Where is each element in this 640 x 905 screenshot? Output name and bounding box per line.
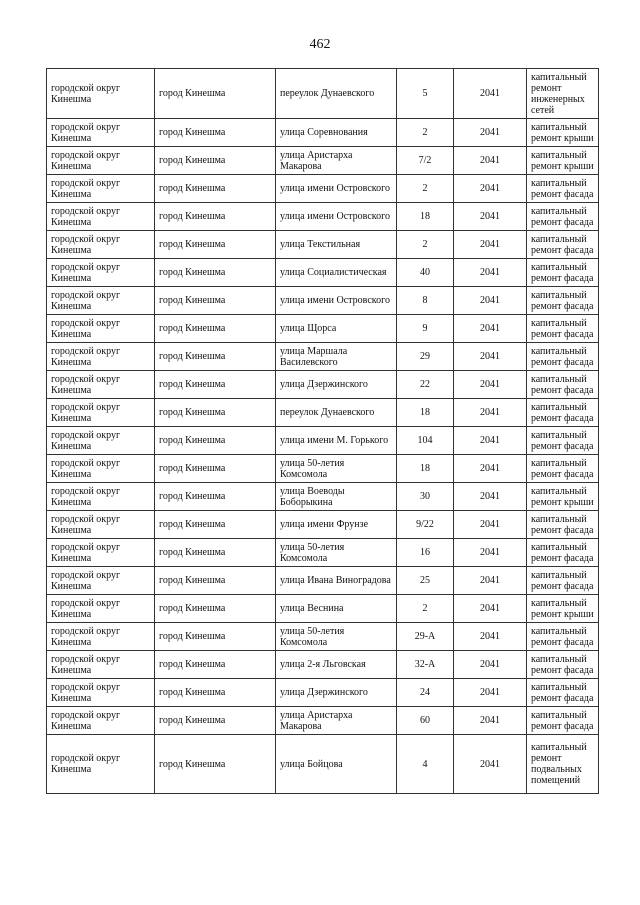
year-cell: 2041 bbox=[454, 371, 527, 399]
city-cell: город Кинешма bbox=[155, 427, 276, 455]
work-type-cell: капитальный ремонт фасада bbox=[527, 427, 599, 455]
city-cell: город Кинешма bbox=[155, 567, 276, 595]
table-row bbox=[47, 623, 599, 651]
house-cell: 2 bbox=[397, 119, 454, 147]
city-cell: город Кинешма bbox=[155, 371, 276, 399]
work-type-cell: капитальный ремонт фасада bbox=[527, 399, 599, 427]
year-cell: 2041 bbox=[454, 567, 527, 595]
table-row bbox=[47, 679, 599, 707]
street-cell: улица имени Островского bbox=[276, 175, 397, 203]
street-cell: улица Дзержинского bbox=[276, 679, 397, 707]
city-cell: город Кинешма bbox=[155, 175, 276, 203]
district-cell: городской округ Кинешма bbox=[47, 735, 155, 794]
house-cell: 29-А bbox=[397, 623, 454, 651]
city-cell: город Кинешма bbox=[155, 679, 276, 707]
work-type-cell: капитальный ремонт фасада bbox=[527, 343, 599, 371]
table-row bbox=[47, 707, 599, 735]
table-row bbox=[47, 175, 599, 203]
house-cell: 32-А bbox=[397, 651, 454, 679]
house-cell: 60 bbox=[397, 707, 454, 735]
city-cell: город Кинешма bbox=[155, 231, 276, 259]
district-cell: городской округ Кинешма bbox=[47, 203, 155, 231]
house-cell: 30 bbox=[397, 483, 454, 511]
district-cell: городской округ Кинешма bbox=[47, 147, 155, 175]
house-cell: 18 bbox=[397, 455, 454, 483]
house-cell: 2 bbox=[397, 231, 454, 259]
house-cell: 5 bbox=[397, 69, 454, 119]
table-row bbox=[47, 69, 599, 119]
table-row bbox=[47, 483, 599, 511]
street-cell: улица Соревнования bbox=[276, 119, 397, 147]
district-cell: городской округ Кинешма bbox=[47, 343, 155, 371]
district-cell: городской округ Кинешма bbox=[47, 679, 155, 707]
street-cell: улица Аристарха Макарова bbox=[276, 707, 397, 735]
city-cell: город Кинешма bbox=[155, 147, 276, 175]
year-cell: 2041 bbox=[454, 455, 527, 483]
street-cell: улица Текстильная bbox=[276, 231, 397, 259]
district-cell: городской округ Кинешма bbox=[47, 595, 155, 623]
table-row bbox=[47, 343, 599, 371]
street-cell: улица Воеводы Боборыкина bbox=[276, 483, 397, 511]
work-type-cell: капитальный ремонт крыши bbox=[527, 147, 599, 175]
house-cell: 16 bbox=[397, 539, 454, 567]
street-cell: улица имени Фрунзе bbox=[276, 511, 397, 539]
street-cell: улица Бойцова bbox=[276, 735, 397, 794]
year-cell: 2041 bbox=[454, 231, 527, 259]
house-cell: 29 bbox=[397, 343, 454, 371]
district-cell: городской округ Кинешма bbox=[47, 371, 155, 399]
city-cell: город Кинешма bbox=[155, 399, 276, 427]
work-type-cell: капитальный ремонт фасада bbox=[527, 315, 599, 343]
street-cell: улица Аристарха Макарова bbox=[276, 147, 397, 175]
year-cell: 2041 bbox=[454, 287, 527, 315]
table-row bbox=[47, 567, 599, 595]
district-cell: городской округ Кинешма bbox=[47, 315, 155, 343]
year-cell: 2041 bbox=[454, 735, 527, 794]
city-cell: город Кинешма bbox=[155, 735, 276, 794]
district-cell: городской округ Кинешма bbox=[47, 175, 155, 203]
city-cell: город Кинешма bbox=[155, 595, 276, 623]
street-cell: улица Щорса bbox=[276, 315, 397, 343]
year-cell: 2041 bbox=[454, 315, 527, 343]
city-cell: город Кинешма bbox=[155, 511, 276, 539]
house-cell: 8 bbox=[397, 287, 454, 315]
house-cell: 18 bbox=[397, 203, 454, 231]
work-type-cell: капитальный ремонт фасада bbox=[527, 511, 599, 539]
table-row bbox=[47, 511, 599, 539]
year-cell: 2041 bbox=[454, 203, 527, 231]
street-cell: переулок Дунаевского bbox=[276, 69, 397, 119]
city-cell: город Кинешма bbox=[155, 287, 276, 315]
year-cell: 2041 bbox=[454, 595, 527, 623]
city-cell: город Кинешма bbox=[155, 651, 276, 679]
work-type-cell: капитальный ремонт фасада bbox=[527, 539, 599, 567]
district-cell: городской округ Кинешма bbox=[47, 455, 155, 483]
district-cell: городской округ Кинешма bbox=[47, 427, 155, 455]
work-type-cell: капитальный ремонт фасада bbox=[527, 567, 599, 595]
year-cell: 2041 bbox=[454, 343, 527, 371]
street-cell: улица 2-я Льговская bbox=[276, 651, 397, 679]
year-cell: 2041 bbox=[454, 483, 527, 511]
table-row bbox=[47, 371, 599, 399]
work-type-cell: капитальный ремонт фасада bbox=[527, 231, 599, 259]
house-cell: 9/22 bbox=[397, 511, 454, 539]
work-type-cell: капитальный ремонт фасада bbox=[527, 287, 599, 315]
district-cell: городской округ Кинешма bbox=[47, 259, 155, 287]
street-cell: улица 50-летия Комсомола bbox=[276, 539, 397, 567]
street-cell: улица Дзержинского bbox=[276, 371, 397, 399]
year-cell: 2041 bbox=[454, 259, 527, 287]
city-cell: город Кинешма bbox=[155, 119, 276, 147]
year-cell: 2041 bbox=[454, 399, 527, 427]
street-cell: улица Ивана Виноградова bbox=[276, 567, 397, 595]
city-cell: город Кинешма bbox=[155, 623, 276, 651]
table-row bbox=[47, 427, 599, 455]
street-cell: улица Социалистическая bbox=[276, 259, 397, 287]
city-cell: город Кинешма bbox=[155, 483, 276, 511]
year-cell: 2041 bbox=[454, 69, 527, 119]
house-cell: 9 bbox=[397, 315, 454, 343]
house-cell: 7/2 bbox=[397, 147, 454, 175]
year-cell: 2041 bbox=[454, 623, 527, 651]
district-cell: городской округ Кинешма bbox=[47, 511, 155, 539]
year-cell: 2041 bbox=[454, 511, 527, 539]
work-type-cell: капитальный ремонт фасада bbox=[527, 707, 599, 735]
work-type-cell: капитальный ремонт фасада bbox=[527, 455, 599, 483]
table-row bbox=[47, 203, 599, 231]
year-cell: 2041 bbox=[454, 147, 527, 175]
year-cell: 2041 bbox=[454, 679, 527, 707]
house-cell: 2 bbox=[397, 175, 454, 203]
city-cell: город Кинешма bbox=[155, 539, 276, 567]
district-cell: городской округ Кинешма bbox=[47, 119, 155, 147]
registry-table bbox=[46, 68, 599, 794]
table-row bbox=[47, 231, 599, 259]
year-cell: 2041 bbox=[454, 707, 527, 735]
street-cell: улица Маршала Василевского bbox=[276, 343, 397, 371]
district-cell: городской округ Кинешма bbox=[47, 567, 155, 595]
street-cell: улица Веснина bbox=[276, 595, 397, 623]
table-row bbox=[47, 147, 599, 175]
district-cell: городской округ Кинешма bbox=[47, 623, 155, 651]
table-row bbox=[47, 287, 599, 315]
district-cell: городской округ Кинешма bbox=[47, 399, 155, 427]
house-cell: 2 bbox=[397, 595, 454, 623]
year-cell: 2041 bbox=[454, 651, 527, 679]
work-type-cell: капитальный ремонт фасада bbox=[527, 259, 599, 287]
house-cell: 24 bbox=[397, 679, 454, 707]
district-cell: городской округ Кинешма bbox=[47, 483, 155, 511]
work-type-cell: капитальный ремонт фасада bbox=[527, 371, 599, 399]
table-row bbox=[47, 119, 599, 147]
house-cell: 4 bbox=[397, 735, 454, 794]
table-row bbox=[47, 595, 599, 623]
district-cell: городской округ Кинешма bbox=[47, 69, 155, 119]
street-cell: переулок Дунаевского bbox=[276, 399, 397, 427]
work-type-cell: капитальный ремонт фасада bbox=[527, 623, 599, 651]
table-row bbox=[47, 455, 599, 483]
work-type-cell: капитальный ремонт фасада bbox=[527, 175, 599, 203]
city-cell: город Кинешма bbox=[155, 455, 276, 483]
table-row bbox=[47, 651, 599, 679]
table-row bbox=[47, 399, 599, 427]
work-type-cell: капитальный ремонт крыши bbox=[527, 595, 599, 623]
house-cell: 40 bbox=[397, 259, 454, 287]
year-cell: 2041 bbox=[454, 427, 527, 455]
year-cell: 2041 bbox=[454, 119, 527, 147]
district-cell: городской округ Кинешма bbox=[47, 287, 155, 315]
house-cell: 25 bbox=[397, 567, 454, 595]
city-cell: город Кинешма bbox=[155, 707, 276, 735]
table-row bbox=[47, 315, 599, 343]
work-type-cell: капитальный ремонт фасада bbox=[527, 203, 599, 231]
district-cell: городской округ Кинешма bbox=[47, 707, 155, 735]
house-cell: 22 bbox=[397, 371, 454, 399]
street-cell: улица 50-летия Комсомола bbox=[276, 455, 397, 483]
page-number: 462 bbox=[309, 37, 331, 52]
work-type-cell: капитальный ремонт крыши bbox=[527, 483, 599, 511]
table-row bbox=[47, 259, 599, 287]
district-cell: городской округ Кинешма bbox=[47, 651, 155, 679]
year-cell: 2041 bbox=[454, 539, 527, 567]
district-cell: городской округ Кинешма bbox=[47, 539, 155, 567]
year-cell: 2041 bbox=[454, 175, 527, 203]
work-type-cell: капитальный ремонт инженерных сетей bbox=[527, 69, 599, 119]
street-cell: улица 50-летия Комсомола bbox=[276, 623, 397, 651]
city-cell: город Кинешма bbox=[155, 69, 276, 119]
table-row bbox=[47, 735, 599, 794]
city-cell: город Кинешма bbox=[155, 203, 276, 231]
street-cell: улица имени Островского bbox=[276, 203, 397, 231]
table-row bbox=[47, 539, 599, 567]
work-type-cell: капитальный ремонт фасада bbox=[527, 651, 599, 679]
work-type-cell: капитальный ремонт крыши bbox=[527, 119, 599, 147]
city-cell: город Кинешма bbox=[155, 343, 276, 371]
district-cell: городской округ Кинешма bbox=[47, 231, 155, 259]
work-type-cell: капитальный ремонт подвальных помещений bbox=[527, 735, 599, 794]
house-cell: 18 bbox=[397, 399, 454, 427]
street-cell: улица имени Островского bbox=[276, 287, 397, 315]
city-cell: город Кинешма bbox=[155, 315, 276, 343]
street-cell: улица имени М. Горького bbox=[276, 427, 397, 455]
city-cell: город Кинешма bbox=[155, 259, 276, 287]
work-type-cell: капитальный ремонт фасада bbox=[527, 679, 599, 707]
house-cell: 104 bbox=[397, 427, 454, 455]
